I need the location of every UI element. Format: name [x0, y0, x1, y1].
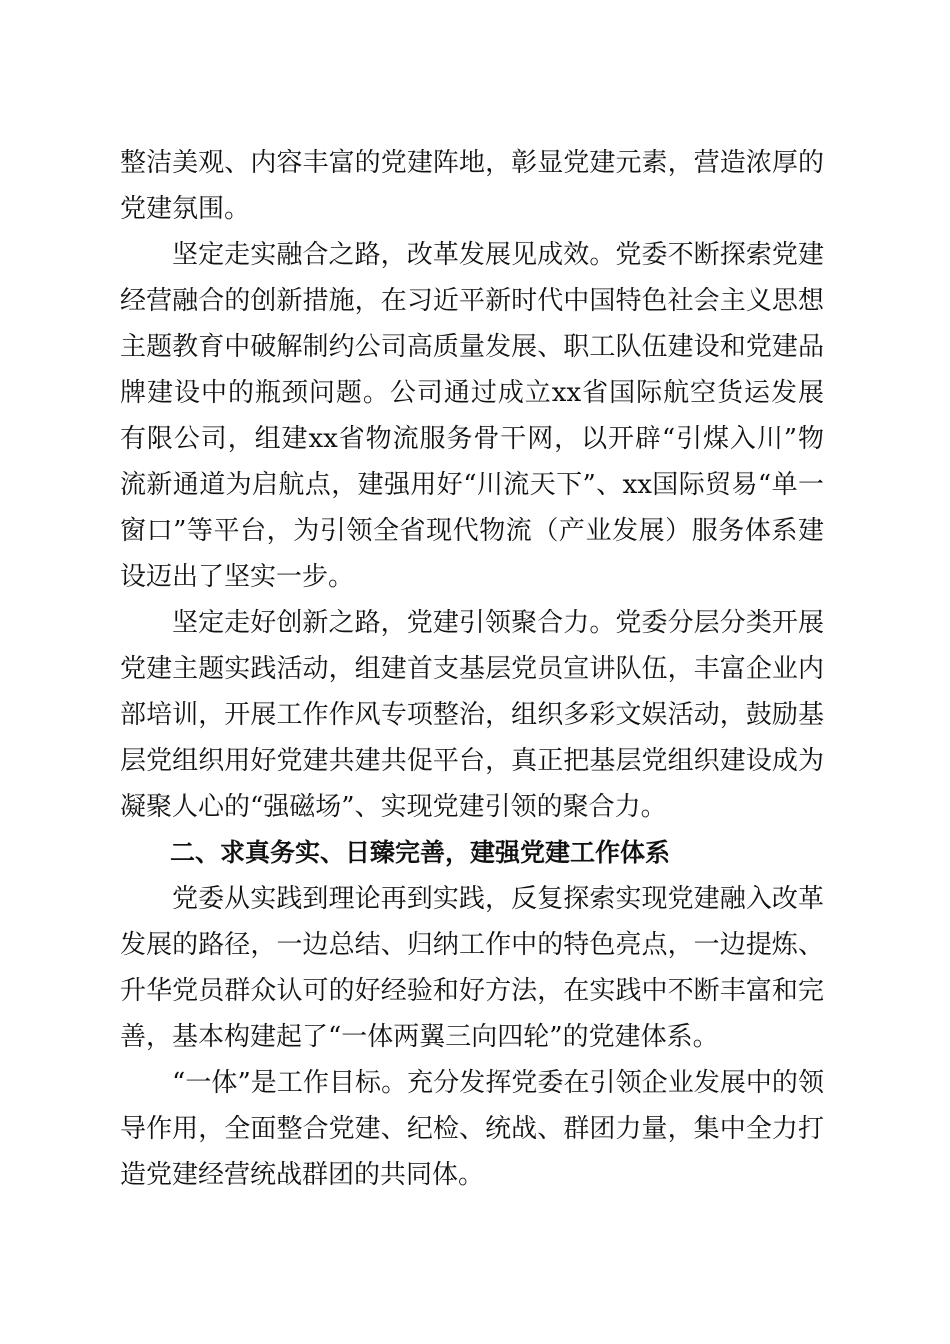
document-body	[120, 140, 824, 1198]
section-heading: 二、求真务实、日臻完善，建强党建工作体系	[170, 838, 671, 867]
paragraph-practice: 党委从实践到理论再到实践，反复探索实现党建融入改革发展的路径，一边总结、归纳工作中的特色亮点，一边提炼、升华党员群众认可的好经验和好方法，在实践中不断丰富和完善，基本构建起了“一体两翼三向四轮”的党建体系。	[120, 884, 824, 1052]
paragraph-integration: 坚定走实融合之路，改革发展见成效。党委不断探索党建经营融合的创新措施，在习近平新时代中国特色社会主义思想主题教育中破解制约公司高质量发展、职工队伍建设和党建品牌建设中的瓶颈问题。公司通过成立xx省国际航空货运发展有限公司，组建xx省物流服务骨干网，以开辟“引煤入川”物流新通道为启航点，建强用好“川流天下”、xx国际贸易“单一窗口”等平台，为引领全省现代物流（产业发展）服务体系建设迈出了坚实一步。	[120, 240, 824, 592]
paragraph-one-body: “一体”是工作目标。充分发挥党委在引领企业发展中的领导作用，全面整合党建、纪检、统战、群团力量，集中全力打造党建经营统战群团的共同体。	[120, 1068, 824, 1190]
paragraph-innovation: 坚定走好创新之路，党建引领聚合力。党委分层分类开展党建主题实践活动，组建首支基层党员宣讲队伍，丰富企业内部培训，开展工作作风专项整治，组织多彩文娱活动，鼓励基层党组织用好党建共建共促平台，真正把基层党组织建设成为凝聚人心的“强磁场”、实现党建引领的聚合力。	[120, 608, 824, 822]
paragraph-continuation: 整洁美观、内容丰富的党建阵地，彰显党建元素，营造浓厚的党建氛围。	[120, 148, 824, 224]
